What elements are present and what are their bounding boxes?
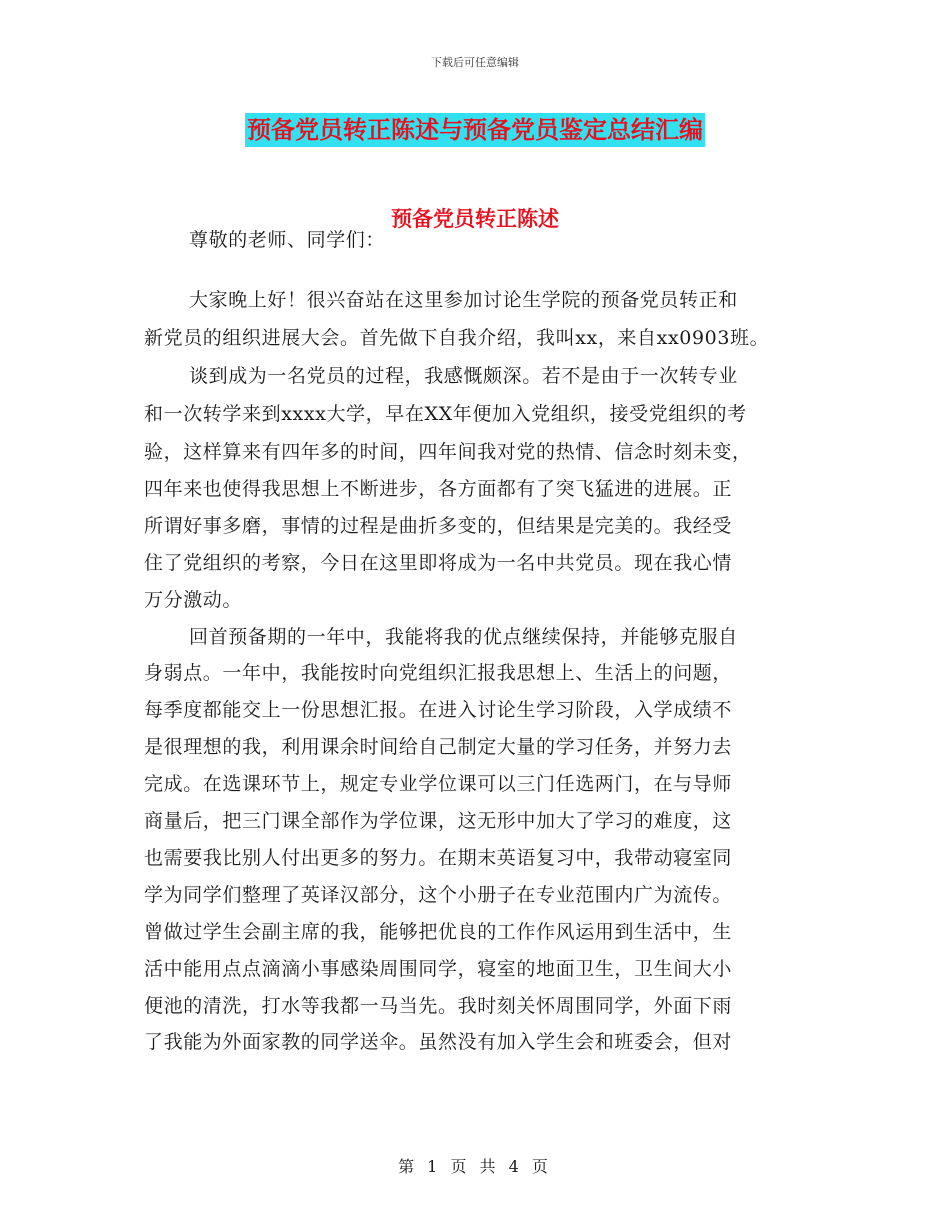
text-line: 所谓好事多磨，事情的过程是曲折多变的，但结果是完美的。我经受 xyxy=(144,515,733,537)
text-line: 曾做过学生会副主席的我，能够把优良的工作作风运用到生活中，生 xyxy=(144,921,733,943)
text-line: 每季度都能交上一份思想汇报。在进入讨论生学习阶段，入学成绩不 xyxy=(144,699,733,721)
text-line: 万分激动。 xyxy=(144,589,243,611)
text-line: 活中能用点点滴滴小事感染周围同学，寝室的地面卫生，卫生间大小 xyxy=(144,958,733,980)
text-line: 大家晚上好！很兴奋站在这里参加讨论生学院的预备党员转正和 xyxy=(189,289,738,311)
text-line: 回首预备期的一年中，我能将我的优点继续保持，并能够克服自 xyxy=(189,626,738,648)
text-line: 住了党组织的考察，今日在这里即将成为一名中共党员。现在我心情 xyxy=(144,552,733,574)
page-footer: 第 1 页 共 4 页 xyxy=(398,1157,552,1176)
text-line: 验，这样算来有四年多的时间，四年间我对党的热情、信念时刻未变， xyxy=(144,441,752,463)
text-line: 也需要我比别人付出更多的努力。在期末英语复习中，我带动寝室同 xyxy=(144,847,733,869)
document-title xyxy=(0,113,950,147)
text-line: 身弱点。一年中，我能按时向党组织汇报我思想上、生活上的问题， xyxy=(144,662,733,684)
text-line: 尊敬的老师、同学们： xyxy=(189,229,386,251)
document-title-text: 预备党员转正陈述与预备党员鉴定总结汇编 xyxy=(245,113,705,147)
text-line: 便池的清洗，打水等我都一马当先。我时刻关怀周围同学，外面下雨 xyxy=(144,995,733,1017)
text-line: 了我能为外面家教的同学送伞。虽然没有加入学生会和班委会，但对 xyxy=(144,1031,733,1053)
header-note: 下载后可任意编辑 xyxy=(431,56,519,69)
text-line: 学为同学们整理了英译汉部分，这个小册子在专业范围内广为流传。 xyxy=(144,884,733,906)
text-line: 完成。在选课环节上，规定专业学位课可以三门任选两门，在与导师 xyxy=(144,773,733,795)
section-title: 预备党员转正陈述 xyxy=(391,207,559,231)
text-line: 新党员的组织进展大会。首先做下自我介绍，我叫xx，来自xx0903班。 xyxy=(144,327,770,349)
text-line: 四年来也使得我思想上不断进步，各方面都有了突飞猛进的进展。正 xyxy=(144,478,733,500)
text-line: 是很理想的我，利用课余时间给自己制定大量的学习任务，并努力去 xyxy=(144,736,733,758)
text-line: 谈到成为一名党员的过程，我感慨颇深。若不是由于一次转专业 xyxy=(189,365,738,387)
text-line: 和一次转学来到xxxx大学，早在XX年便加入党组织，接受党组织的考 xyxy=(144,403,747,425)
text-line: 商量后，把三门课全部作为学位课，这无形中加大了学习的难度，这 xyxy=(144,810,733,832)
